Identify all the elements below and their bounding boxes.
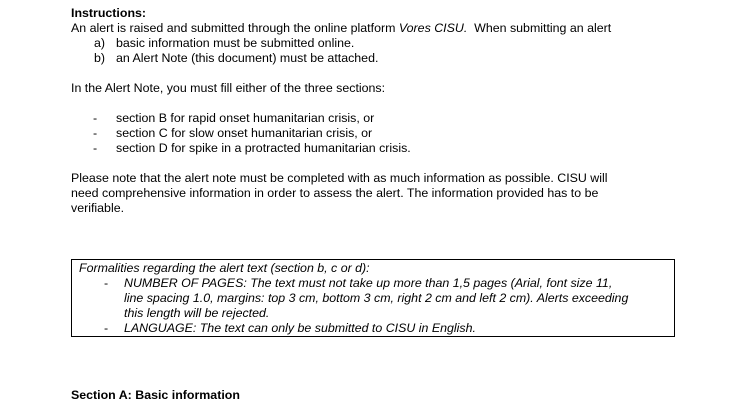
bullet-dash: -: [93, 126, 98, 140]
note-paragraph: [71, 171, 681, 216]
list-item: [71, 51, 681, 66]
pages-line: NUMBER OF PAGES: The text must not take up more than 1,5 pages (Arial, font size 11,: [124, 276, 613, 290]
platform-name: Vores CISU.: [398, 21, 468, 35]
intro-text: An alert is raised and submitted through the online platform: [71, 21, 399, 35]
list-text: section C for slow onset humanitarian crisis, or: [116, 126, 373, 140]
intro-text-end: When submitting an alert: [467, 21, 612, 35]
sections-list: [71, 111, 681, 156]
list-item: [79, 321, 674, 336]
language-line: LANGUAGE: The text can only be submitted to CISU in English.: [124, 321, 476, 335]
list-text: section D for spike in a protracted humanitarian crisis.: [116, 141, 411, 155]
list-letter: a): [94, 36, 106, 50]
list-item: [71, 126, 681, 141]
section-a-heading: Section A: Basic information: [71, 388, 240, 402]
instructions-intro: [71, 21, 681, 36]
note-line: need comprehensive information in order to assess the alert. The information provided has to be: [71, 186, 599, 200]
instructions-heading: Instructions:: [71, 6, 147, 20]
alert-note-intro: In the Alert Note, you must fill either of the three sections:: [71, 81, 386, 95]
list-item: [71, 36, 681, 51]
list-letter: b): [94, 51, 106, 65]
list-item: [71, 111, 681, 126]
formalities-box: [71, 259, 675, 337]
pages-line: this length will be rejected.: [124, 306, 270, 320]
bullet-dash: -: [104, 276, 109, 290]
pages-line: line spacing 1.0, margins: top 3 cm, bottom 3 cm, right 2 cm and left 2 cm). Alerts exceeding: [124, 291, 629, 305]
list-text: section B for rapid onset humanitarian crisis, or: [116, 111, 375, 125]
bullet-dash: -: [93, 141, 98, 155]
instructions-block: [71, 6, 681, 216]
list-text: basic information must be submitted online.: [116, 36, 355, 50]
note-line: Please note that the alert note must be completed with as much information as possible. CISU will: [71, 171, 608, 185]
note-line: verifiable.: [71, 201, 125, 215]
formalities-title: Formalities regarding the alert text (section b, c or d):: [79, 261, 370, 275]
bullet-dash: -: [104, 321, 109, 335]
bullet-dash: -: [93, 111, 98, 125]
list-item: [71, 141, 681, 156]
list-item: [79, 276, 674, 321]
list-text: an Alert Note (this document) must be attached.: [116, 51, 379, 65]
